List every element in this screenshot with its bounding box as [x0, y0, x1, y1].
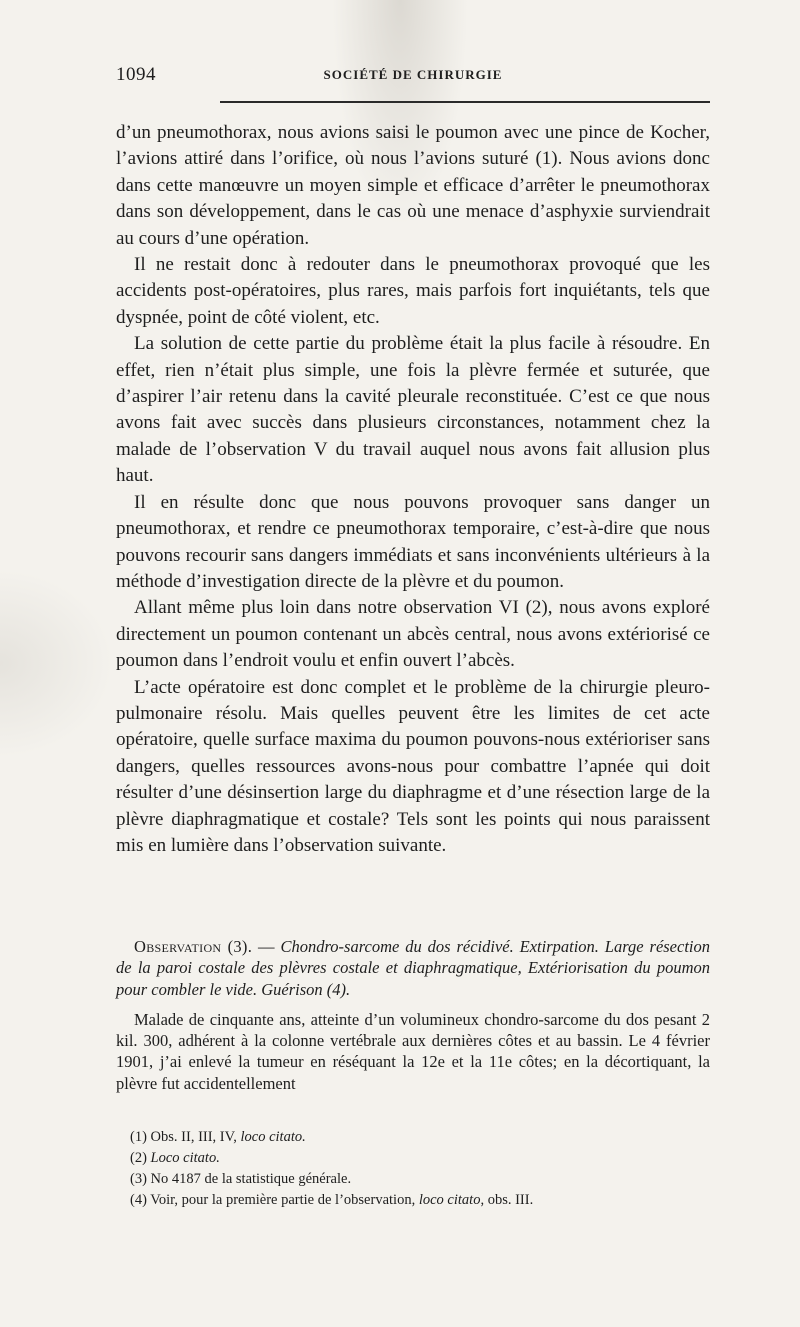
footnotes — [130, 1127, 710, 1211]
running-title: SOCIÉTÉ DE CHIRURGIE — [323, 67, 503, 82]
footnote-mark: (2) — [130, 1150, 147, 1166]
footnote — [130, 1127, 710, 1148]
paragraph: Il ne restait donc à redouter dans le pneumothorax provoqué que les accidents post-opératoires, plus rares, mais parfois fort inquiétants, tels que dyspnée, point de côté violent, etc. — [116, 254, 710, 328]
footnote-mark: (4) — [130, 1192, 147, 1208]
footnote-text: No 4187 de la statistique générale. — [150, 1171, 352, 1187]
footnote — [130, 1169, 710, 1190]
footnote-italic: loco citato. — [240, 1129, 306, 1145]
paragraph: La solution de cette partie du problème était la plus facile à résoudre. En effet, rien n’était plus simple, une fois la plèvre fermée et suturée, que d’aspirer l’air retenu dans la cavité pleurale reconstituée. C’est ce que nous avons fait avec succès dans plusieurs circonstances, notamment chez la malade de l’observation V du travail auquel nous avons fait allusion plus haut. — [116, 333, 710, 487]
paragraph: Il en résulte donc que nous pouvons provoquer sans danger un pneumothorax, et rendre ce pneumothorax temporaire, c’est-à-dire que nous pouvons recourir sans dangers immédiats et sans inconvénients ultérieurs à la méthode d’investigation directe de la plèvre et du poumon. — [116, 491, 710, 592]
paragraph: d’un pneumothorax, nous avions saisi le poumon avec une pince de Kocher, l’avions attiré dans l’orifice, où nous l’avions suturé (1). Nous avions donc dans cette manœuvre un moyen simple et efficace d’arrêter le pneumothorax dans son développement, dans le cas où une menace d’asphyxie surviendrait au cours d’une opération. — [116, 122, 710, 249]
footnote-mark: (3) — [130, 1171, 147, 1187]
footnote — [130, 1190, 710, 1211]
footnote-mark: (1) — [130, 1129, 147, 1145]
footnote-text: Obs. II, III, IV, — [150, 1129, 241, 1145]
observation-label: Observation (3). — [134, 937, 253, 956]
paragraph: Allant même plus loin dans notre observation VI (2), nous avons exploré directement un poumon contenant un abcès central, nous avons extériorisé ce poumon dans l’endroit voulu et enfin ouvert l’abcès. — [116, 597, 710, 672]
observation-text: Malade de cinquante ans, atteinte d’un volumineux chondro-sarcome du dos pesant 2 kil. 300, adhérent à la colonne vertébrale aux dernières côtes et au bassin. Le 4 février 1901, j’ai enlevé la tumeur en réséquant la 12e et la 11e côtes; en la décortiquant, la plèvre fut accidentellement — [116, 1009, 710, 1093]
footnote-italic: Loco citato. — [150, 1150, 220, 1166]
observation-title: Chondro-sarcome du dos récidivé. Extirpation. Large résection de la paroi costale des plèvres costale et diaphragmatique, Extériorisation du poumon pour combler le vide. Guérison (4). — [116, 937, 711, 999]
observation-section — [116, 936, 710, 1103]
main-text — [116, 120, 710, 859]
observation-dash: — — [252, 937, 281, 956]
observation-heading — [116, 936, 710, 1000]
footnote-tail: , obs. III. — [480, 1192, 534, 1208]
header-rule — [220, 101, 710, 103]
footnote-text: Voir, pour la première partie de l’observation, — [150, 1192, 419, 1208]
page-number: 1094 — [116, 64, 156, 85]
paragraph: L’acte opératoire est donc complet et le problème de la chirurgie pleuro-pulmonaire résolu. Mais quelles peuvent être les limites de cet acte opératoire, quelle surface maxima du poumon pouvons-nous extérioriser sans dangers, quelles ressources avons-nous pour combattre l’apnée qui doit résulter d’une désinsertion large du diaphragme et d’une résection large de la plèvre diaphragmatique et costale? Tels sont les points qui nous paraissent mis en lumière dans l’observation suivante. — [116, 676, 710, 856]
footnote — [130, 1148, 710, 1169]
page-header — [116, 64, 710, 90]
footnote-italic: loco citato — [418, 1192, 481, 1208]
